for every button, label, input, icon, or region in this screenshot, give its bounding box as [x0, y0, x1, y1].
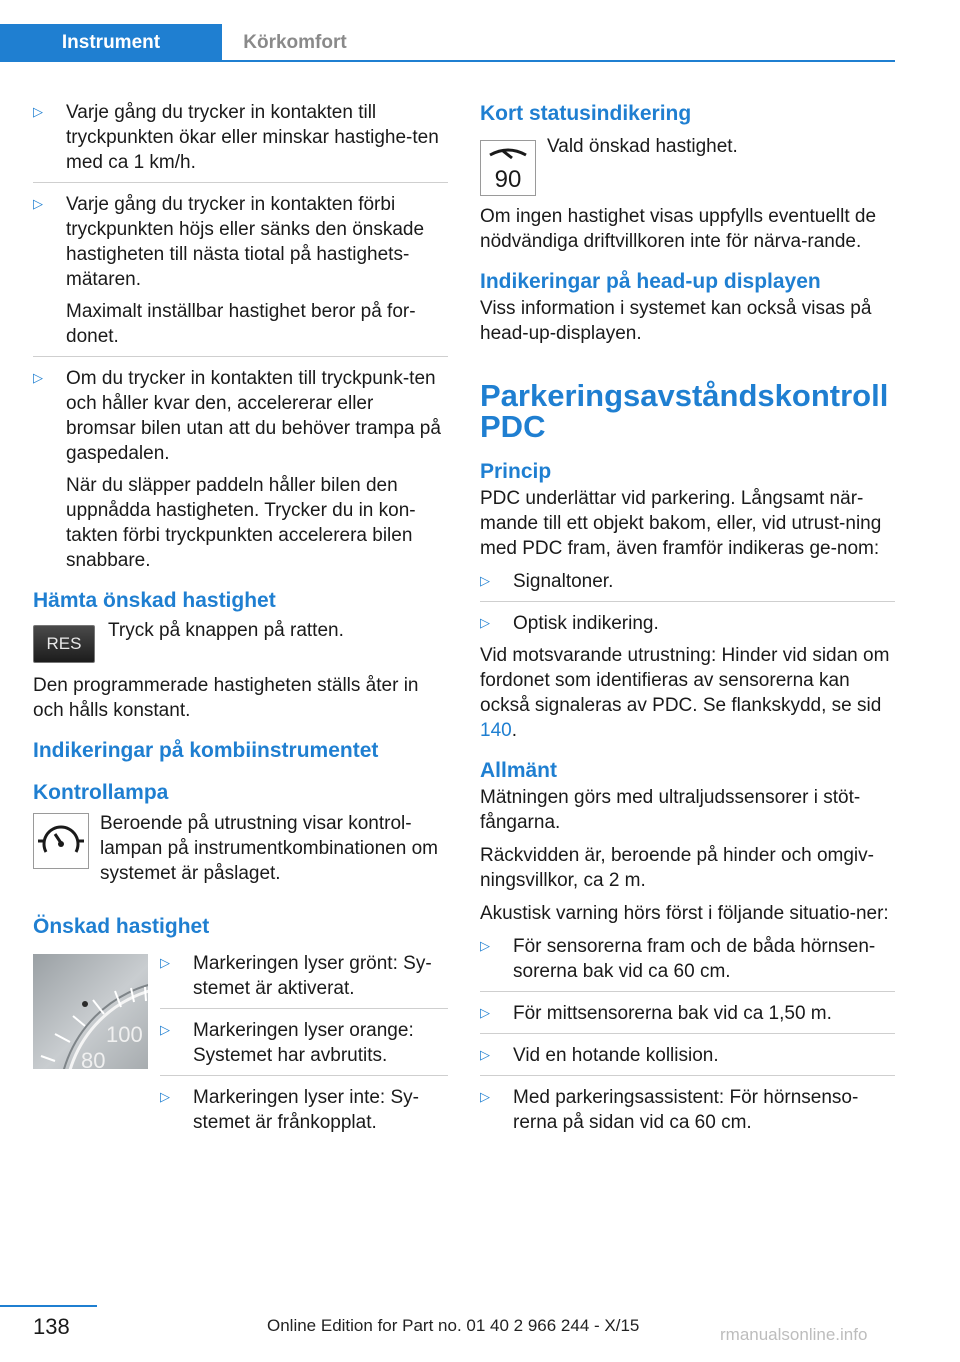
triangle-bullet-icon: ▷ — [480, 573, 490, 588]
divider — [33, 356, 448, 357]
heading-pdc-line2: PDC — [480, 409, 546, 444]
triangle-bullet-icon: ▷ — [480, 1047, 490, 1062]
gauge-image — [33, 954, 148, 1069]
hinder-paragraph — [480, 643, 895, 743]
onskad-row — [33, 951, 448, 1141]
heading-hamta: Hämta önskad hastighet — [33, 589, 276, 612]
page-link-140[interactable]: 140 — [480, 720, 512, 741]
kort-paragraph: Om ingen hastighet visas uppfylls eventuellt de nödvändiga driftvillkoren inte för närva-rande. — [480, 206, 877, 252]
speed-value: 90 — [494, 166, 522, 193]
divider — [160, 1075, 448, 1076]
page-number: 138 — [33, 1314, 70, 1339]
kontrollampa-row — [33, 811, 448, 891]
triangle-bullet-icon: ▷ — [480, 615, 490, 630]
list-item — [480, 1001, 895, 1026]
heading-kontrollampa: Kontrollampa — [33, 781, 169, 804]
triangle-bullet-icon: ▷ — [160, 1089, 170, 1104]
list-item — [480, 611, 895, 636]
divider — [480, 1033, 895, 1034]
triangle-bullet-icon: ▷ — [33, 370, 43, 385]
allmant-paragraph-2: Räckvidden är, beroende på hinder och omgiv-ningsvillkor, ca 2 m. — [480, 845, 874, 891]
right-column — [480, 100, 895, 1142]
triangle-bullet-icon: ▷ — [480, 1089, 490, 1104]
bullet-text: För mittsensorerna bak vid ca 1,50 m. — [513, 1003, 832, 1024]
header-rule — [0, 60, 895, 62]
divider — [480, 991, 895, 992]
bullet-text: Optisk indikering. — [513, 613, 659, 634]
kort-text: Vald önskad hastighet. — [547, 136, 738, 157]
list-item — [33, 192, 448, 349]
list-item — [480, 1043, 895, 1068]
triangle-bullet-icon: ▷ — [480, 1005, 490, 1020]
bullet-text: När du släpper paddeln håller bilen den uppnådda hastigheten. Trycker du in kon-takten förbi tryckpunkten accelerera bilen snabbare. — [66, 475, 416, 571]
hinder-text: Vid motsvarande utrustning: Hinder vid sidan om fordonet som identifieras av sensorerna kan också signaleras av PDC. Se flankskydd, se sid — [480, 645, 890, 716]
edition-footer: Online Edition for Part no. 01 40 2 966 244 - X/15 — [267, 1316, 640, 1335]
bullet-text: Varje gång du trycker in kontakten förbi tryckpunkten höjs eller sänks den önskade hastigheten till nästa tiotal på hastighets-mätaren. — [66, 194, 425, 290]
res-text: Tryck på knappen på ratten. — [108, 620, 344, 641]
gauge-number-100: 100 — [106, 1022, 143, 1047]
bullet-text: Markeringen lyser orange: Systemet har avbrutits. — [193, 1020, 414, 1066]
gauge-number-80: 80 — [81, 1048, 106, 1069]
triangle-bullet-icon: ▷ — [33, 196, 43, 211]
list-item — [160, 1018, 448, 1068]
watermark: rmanualsonline.info — [720, 1325, 868, 1344]
divider — [33, 182, 448, 183]
tab-korkomfort[interactable]: Körkomfort — [243, 32, 347, 53]
heading-headup: Indikeringar på head-up displayen — [480, 270, 821, 293]
allmant-paragraph-1: Mätningen görs med ultraljudssensorer i stöt-fångarna. — [480, 787, 861, 833]
triangle-bullet-icon: ▷ — [160, 1022, 170, 1037]
list-item — [33, 366, 448, 573]
heading-allmant: Allmänt — [480, 759, 558, 782]
triangle-bullet-icon: ▷ — [33, 104, 43, 119]
page-number-rule — [0, 1305, 97, 1307]
heading-princip: Princip — [480, 460, 552, 483]
set-speed-icon — [480, 140, 536, 196]
list-item — [480, 934, 895, 984]
allmant-paragraph-3: Akustisk varning hörs först i följande situatio-ner: — [480, 903, 889, 924]
kort-row — [480, 134, 895, 204]
list-item — [160, 1085, 448, 1135]
res-button-icon: RES — [33, 625, 95, 663]
divider — [160, 1008, 448, 1009]
kontrollampa-text: Beroende på utrustning visar kontrol-lampan på instrumentkombinationen om systemet är påslaget. — [100, 813, 438, 884]
triangle-bullet-icon: ▷ — [480, 938, 490, 953]
bullet-text: Med parkeringsassistent: För hörnsenso-rerna på sidan vid ca 60 cm. — [513, 1087, 859, 1133]
heading-pdc-line1: Parkeringsavståndskontroll — [480, 378, 889, 413]
hinder-text-end: . — [511, 720, 517, 741]
list-item — [480, 1085, 895, 1135]
tab-instrument[interactable]: Instrument — [0, 24, 222, 62]
divider — [480, 601, 895, 602]
list-item — [480, 569, 895, 594]
bullet-text: Maximalt inställbar hastighet beror på for-donet. — [66, 301, 416, 347]
onskad-list — [160, 951, 448, 1142]
res-paragraph: Den programmerade hastigheten ställs åter in och hålls konstant. — [33, 675, 419, 721]
triangle-bullet-icon: ▷ — [160, 955, 170, 970]
bullet-text: För sensorerna fram och de båda hörnsen-sorerna bak vid ca 60 cm. — [513, 936, 876, 982]
left-column — [33, 100, 448, 1141]
speedometer-icon — [33, 813, 89, 869]
divider — [480, 1075, 895, 1076]
list-item — [33, 100, 448, 175]
bullet-text: Signaltoner. — [513, 571, 614, 592]
bullet-text: Vid en hotande kollision. — [513, 1045, 719, 1066]
heading-kort-status: Kort statusindikering — [480, 102, 692, 125]
bullet-text: Markeringen lyser grönt: Sy-stemet är aktiverat. — [193, 953, 432, 999]
heading-onskad: Önskad hastighet — [33, 915, 210, 938]
headup-paragraph: Viss information i systemet kan också visas på head-up-displayen. — [480, 298, 872, 344]
princip-paragraph: PDC underlättar vid parkering. Långsamt när-mande till ett objekt bakom, eller, vid utrust-ning med PDC fram, även framför indikeras ge-nom: — [480, 488, 882, 559]
bullet-text: Om du trycker in kontakten till tryckpunk-ten och håller kvar den, accelererar eller bromsar bilen utan att du behöver trampa på gaspedalen. — [66, 368, 441, 464]
heading-indikeringar-kombi: Indikeringar på kombiinstrumentet — [33, 739, 379, 762]
res-row — [33, 621, 448, 669]
bullet-text: Varje gång du trycker in kontakten till tryckpunkten ökar eller minskar hastighe-ten med ca 1 km/h. — [66, 102, 439, 173]
bullet-text: Markeringen lyser inte: Sy-stemet är frånkopplat. — [193, 1087, 419, 1133]
list-item — [160, 951, 448, 1001]
